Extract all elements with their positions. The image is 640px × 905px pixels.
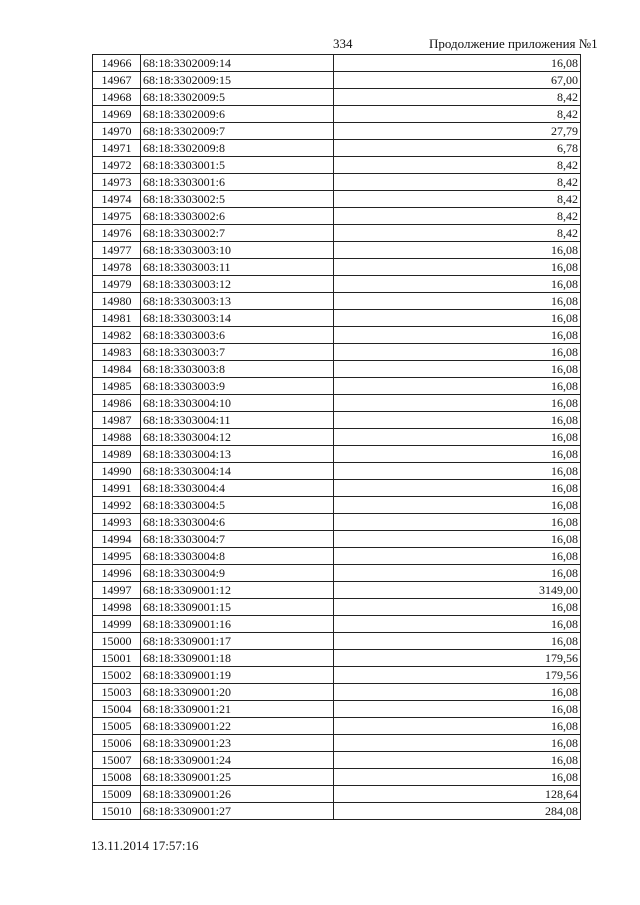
- cadastral-number-cell: 68:18:3303001:5: [141, 157, 334, 174]
- value-cell: 16,08: [334, 242, 581, 259]
- row-number-cell: 14981: [93, 310, 141, 327]
- table-row: [93, 446, 581, 463]
- table-row: [93, 429, 581, 446]
- cadastral-number-cell: 68:18:3309001:19: [141, 667, 334, 684]
- value-cell: 8,42: [334, 174, 581, 191]
- cadastral-number-cell: 68:18:3309001:27: [141, 803, 334, 820]
- cadastral-number-cell: 68:18:3302009:5: [141, 89, 334, 106]
- cadastral-number-cell: 68:18:3303003:10: [141, 242, 334, 259]
- value-cell: 27,79: [334, 123, 581, 140]
- table-row: [93, 463, 581, 480]
- table-row: [93, 531, 581, 548]
- value-cell: 8,42: [334, 157, 581, 174]
- value-cell: 179,56: [334, 667, 581, 684]
- row-number-cell: 14976: [93, 225, 141, 242]
- cadastral-number-cell: 68:18:3303004:11: [141, 412, 334, 429]
- row-number-cell: 14980: [93, 293, 141, 310]
- row-number-cell: 14967: [93, 72, 141, 89]
- value-cell: 16,08: [334, 378, 581, 395]
- value-cell: 8,42: [334, 225, 581, 242]
- cadastral-number-cell: 68:18:3309001:21: [141, 701, 334, 718]
- table-row: [93, 225, 581, 242]
- table-row: [93, 242, 581, 259]
- cadastral-number-cell: 68:18:3303004:5: [141, 497, 334, 514]
- value-cell: 8,42: [334, 89, 581, 106]
- value-cell: 16,08: [334, 684, 581, 701]
- row-number-cell: 15008: [93, 769, 141, 786]
- value-cell: 67,00: [334, 72, 581, 89]
- cadastral-number-cell: 68:18:3302009:8: [141, 140, 334, 157]
- row-number-cell: 15004: [93, 701, 141, 718]
- table-row: [93, 565, 581, 582]
- row-number-cell: 14973: [93, 174, 141, 191]
- row-number-cell: 15003: [93, 684, 141, 701]
- cadastral-number-cell: 68:18:3309001:18: [141, 650, 334, 667]
- cadastral-number-cell: 68:18:3303004:8: [141, 548, 334, 565]
- value-cell: 16,08: [334, 565, 581, 582]
- cadastral-number-cell: 68:18:3303003:9: [141, 378, 334, 395]
- row-number-cell: 14977: [93, 242, 141, 259]
- row-number-cell: 15001: [93, 650, 141, 667]
- table-row: [93, 55, 581, 72]
- cadastral-number-cell: 68:18:3309001:24: [141, 752, 334, 769]
- print-timestamp: 13.11.2014 17:57:16: [91, 838, 199, 853]
- cadastral-number-cell: 68:18:3302009:7: [141, 123, 334, 140]
- row-number-cell: 14989: [93, 446, 141, 463]
- cadastral-number-cell: 68:18:3303004:14: [141, 463, 334, 480]
- value-cell: 8,42: [334, 191, 581, 208]
- row-number-cell: 14972: [93, 157, 141, 174]
- row-number-cell: 14966: [93, 55, 141, 72]
- table-row: [93, 259, 581, 276]
- row-number-cell: 14984: [93, 361, 141, 378]
- appendix-title: Продолжение приложения №1: [429, 36, 598, 51]
- value-cell: 284,08: [334, 803, 581, 820]
- value-cell: 16,08: [334, 701, 581, 718]
- cadastral-number-cell: 68:18:3309001:12: [141, 582, 334, 599]
- row-number-cell: 14997: [93, 582, 141, 599]
- row-number-cell: 14990: [93, 463, 141, 480]
- table-row: [93, 174, 581, 191]
- table-row: [93, 310, 581, 327]
- value-cell: 16,08: [334, 548, 581, 565]
- row-number-cell: 14970: [93, 123, 141, 140]
- table-row: [93, 582, 581, 599]
- cadastral-number-cell: 68:18:3303004:6: [141, 514, 334, 531]
- row-number-cell: 14994: [93, 531, 141, 548]
- cadastral-number-cell: 68:18:3309001:23: [141, 735, 334, 752]
- value-cell: 16,08: [334, 412, 581, 429]
- value-cell: 16,08: [334, 259, 581, 276]
- cadastral-number-cell: 68:18:3303004:9: [141, 565, 334, 582]
- cadastral-number-cell: 68:18:3303003:13: [141, 293, 334, 310]
- cadastral-number-cell: 68:18:3303002:7: [141, 225, 334, 242]
- value-cell: 16,08: [334, 599, 581, 616]
- cadastral-number-cell: 68:18:3303003:8: [141, 361, 334, 378]
- table-row: [93, 123, 581, 140]
- cadastral-number-cell: 68:18:3303004:12: [141, 429, 334, 446]
- value-cell: 16,08: [334, 480, 581, 497]
- table-row: [93, 378, 581, 395]
- cadastral-number-cell: 68:18:3303004:13: [141, 446, 334, 463]
- value-cell: 16,08: [334, 344, 581, 361]
- row-number-cell: 14986: [93, 395, 141, 412]
- value-cell: 16,08: [334, 446, 581, 463]
- table-row: [93, 514, 581, 531]
- row-number-cell: 14975: [93, 208, 141, 225]
- row-number-cell: 15006: [93, 735, 141, 752]
- cadastral-number-cell: 68:18:3303002:6: [141, 208, 334, 225]
- row-number-cell: 14992: [93, 497, 141, 514]
- table-row: [93, 548, 581, 565]
- table-row: [93, 208, 581, 225]
- value-cell: 179,56: [334, 650, 581, 667]
- row-number-cell: 15000: [93, 633, 141, 650]
- row-number-cell: 15010: [93, 803, 141, 820]
- value-cell: 16,08: [334, 293, 581, 310]
- cadastral-number-cell: 68:18:3303004:10: [141, 395, 334, 412]
- table-row: [93, 616, 581, 633]
- cadastral-number-cell: 68:18:3303003:11: [141, 259, 334, 276]
- table-row: [93, 650, 581, 667]
- value-cell: 16,08: [334, 429, 581, 446]
- value-cell: 16,08: [334, 616, 581, 633]
- value-cell: 16,08: [334, 531, 581, 548]
- table-row: [93, 786, 581, 803]
- value-cell: 16,08: [334, 327, 581, 344]
- table-row: [93, 106, 581, 123]
- cadastral-number-cell: 68:18:3309001:25: [141, 769, 334, 786]
- value-cell: 8,42: [334, 208, 581, 225]
- cadastral-number-cell: 68:18:3303004:7: [141, 531, 334, 548]
- cadastral-number-cell: 68:18:3303004:4: [141, 480, 334, 497]
- value-cell: 16,08: [334, 55, 581, 72]
- cadastral-number-cell: 68:18:3309001:22: [141, 718, 334, 735]
- row-number-cell: 14996: [93, 565, 141, 582]
- page-number: 334: [333, 36, 353, 51]
- table-row: [93, 752, 581, 769]
- cadastral-number-cell: 68:18:3303003:6: [141, 327, 334, 344]
- row-number-cell: 14969: [93, 106, 141, 123]
- value-cell: 16,08: [334, 395, 581, 412]
- table-row: [93, 276, 581, 293]
- value-cell: 16,08: [334, 276, 581, 293]
- value-cell: 6,78: [334, 140, 581, 157]
- table-row: [93, 803, 581, 820]
- table-row: [93, 412, 581, 429]
- row-number-cell: 14998: [93, 599, 141, 616]
- table-row: [93, 157, 581, 174]
- table-row: [93, 480, 581, 497]
- cadastral-number-cell: 68:18:3303002:5: [141, 191, 334, 208]
- value-cell: 16,08: [334, 752, 581, 769]
- table-row: [93, 667, 581, 684]
- cadastral-number-cell: 68:18:3303001:6: [141, 174, 334, 191]
- table-row: [93, 344, 581, 361]
- table-row: [93, 735, 581, 752]
- cadastral-number-cell: 68:18:3302009:14: [141, 55, 334, 72]
- cadastral-number-cell: 68:18:3302009:6: [141, 106, 334, 123]
- value-cell: 16,08: [334, 769, 581, 786]
- cadastral-number-cell: 68:18:3302009:15: [141, 72, 334, 89]
- row-number-cell: 15007: [93, 752, 141, 769]
- row-number-cell: 14987: [93, 412, 141, 429]
- row-number-cell: 14979: [93, 276, 141, 293]
- value-cell: 16,08: [334, 497, 581, 514]
- cadastral-number-cell: 68:18:3303003:7: [141, 344, 334, 361]
- cadastral-number-cell: 68:18:3309001:26: [141, 786, 334, 803]
- table-row: [93, 769, 581, 786]
- table-row: [93, 191, 581, 208]
- cadastral-number-cell: 68:18:3309001:16: [141, 616, 334, 633]
- row-number-cell: 14988: [93, 429, 141, 446]
- table-row: [93, 72, 581, 89]
- row-number-cell: 14999: [93, 616, 141, 633]
- table-row: [93, 497, 581, 514]
- table-body: [93, 55, 581, 820]
- table-row: [93, 599, 581, 616]
- row-number-cell: 15009: [93, 786, 141, 803]
- table-row: [93, 140, 581, 157]
- value-cell: 16,08: [334, 361, 581, 378]
- value-cell: 16,08: [334, 735, 581, 752]
- table-row: [93, 89, 581, 106]
- value-cell: 16,08: [334, 718, 581, 735]
- table-row: [93, 327, 581, 344]
- table-row: [93, 395, 581, 412]
- value-cell: 8,42: [334, 106, 581, 123]
- row-number-cell: 14985: [93, 378, 141, 395]
- row-number-cell: 14993: [93, 514, 141, 531]
- row-number-cell: 14968: [93, 89, 141, 106]
- table-row: [93, 361, 581, 378]
- table-row: [93, 684, 581, 701]
- table-row: [93, 293, 581, 310]
- cadastral-number-cell: 68:18:3303003:14: [141, 310, 334, 327]
- value-cell: 16,08: [334, 310, 581, 327]
- value-cell: 3149,00: [334, 582, 581, 599]
- table-row: [93, 701, 581, 718]
- row-number-cell: 14971: [93, 140, 141, 157]
- value-cell: 16,08: [334, 514, 581, 531]
- land-plot-table: [92, 54, 581, 820]
- table-row: [93, 718, 581, 735]
- row-number-cell: 14974: [93, 191, 141, 208]
- value-cell: 16,08: [334, 633, 581, 650]
- cadastral-number-cell: 68:18:3309001:20: [141, 684, 334, 701]
- value-cell: 128,64: [334, 786, 581, 803]
- row-number-cell: 14983: [93, 344, 141, 361]
- cadastral-number-cell: 68:18:3309001:17: [141, 633, 334, 650]
- cadastral-number-cell: 68:18:3309001:15: [141, 599, 334, 616]
- row-number-cell: 14995: [93, 548, 141, 565]
- row-number-cell: 14978: [93, 259, 141, 276]
- row-number-cell: 14982: [93, 327, 141, 344]
- row-number-cell: 15002: [93, 667, 141, 684]
- cadastral-number-cell: 68:18:3303003:12: [141, 276, 334, 293]
- table-row: [93, 633, 581, 650]
- row-number-cell: 14991: [93, 480, 141, 497]
- row-number-cell: 15005: [93, 718, 141, 735]
- value-cell: 16,08: [334, 463, 581, 480]
